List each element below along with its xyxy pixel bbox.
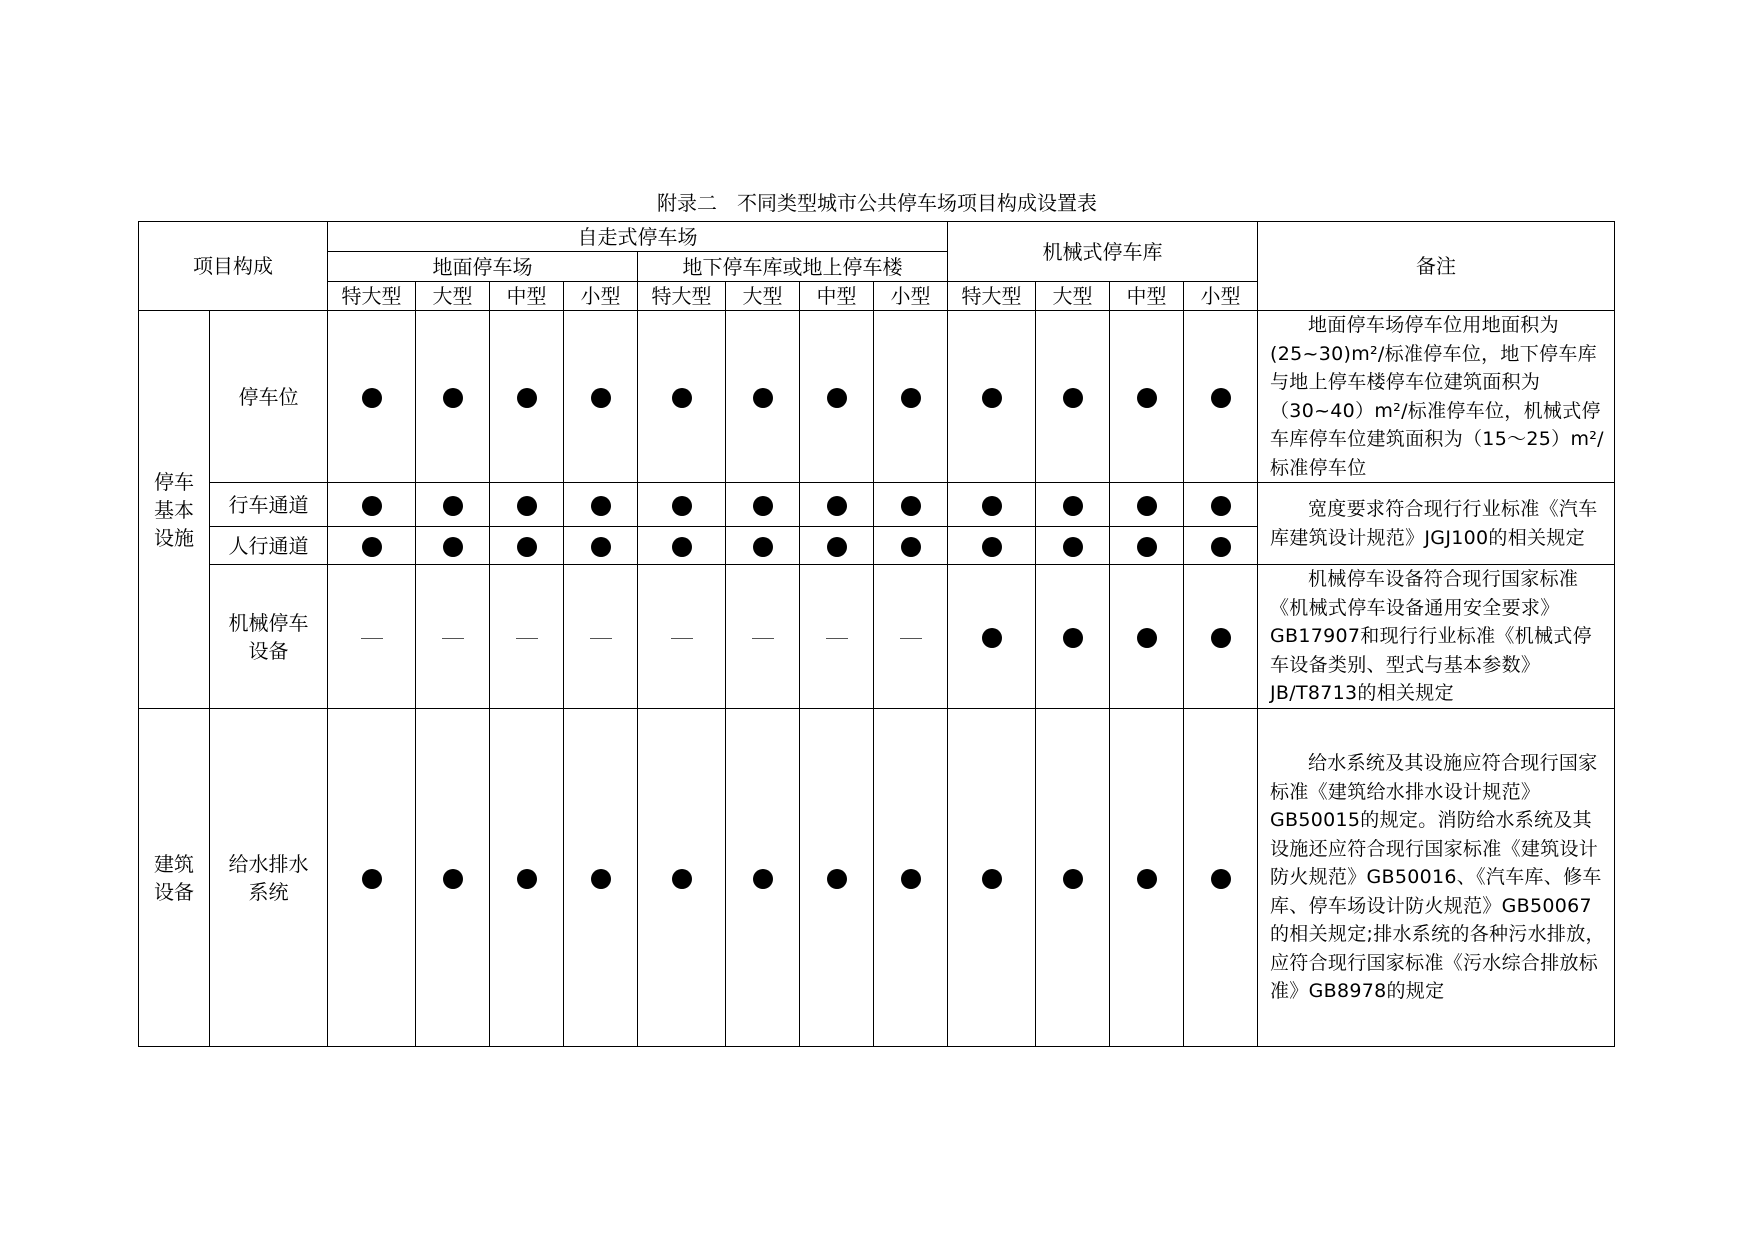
mark-cell (638, 311, 726, 483)
required-dot-icon (1063, 628, 1083, 648)
required-dot-icon (1137, 496, 1157, 516)
mark-cell (564, 527, 638, 565)
mark-cell (948, 311, 1036, 483)
required-dot-icon (672, 537, 692, 557)
mark-cell (416, 483, 490, 527)
mark-cell (564, 483, 638, 527)
remark-text: 给水系统及其设施应符合现行国家标准《建筑给水排水设计规范》GB50015的规定。消防给水系统及其设施还应符合现行国家标准《建筑设计防火规范》GB50016、《汽车库、修车库、停车场设计防火规范》GB50067的相关规定;排水系统的各种污水排放，应符合现行国家标准《污水综合排放标准》GB8978的规定 (1270, 752, 1605, 1003)
mark-cell (948, 709, 1036, 1047)
required-dot-icon (591, 388, 611, 408)
required-dot-icon (753, 537, 773, 557)
mark-cell (726, 483, 800, 527)
required-dot-icon (1137, 869, 1157, 889)
mark-cell (1036, 311, 1110, 483)
required-dot-icon (672, 869, 692, 889)
mark-cell (564, 709, 638, 1047)
required-dot-icon (1063, 496, 1083, 516)
mark-cell (564, 311, 638, 483)
mark-cell (1184, 483, 1258, 527)
required-dot-icon (1063, 537, 1083, 557)
mark-cell (948, 483, 1036, 527)
required-dot-icon (362, 496, 382, 516)
item-cell: 给水排水 系统 (210, 709, 328, 1047)
required-dot-icon (517, 388, 537, 408)
mark-cell (726, 565, 800, 709)
mark-cell (1036, 527, 1110, 565)
mark-cell (1184, 527, 1258, 565)
mark-cell (726, 527, 800, 565)
mark-cell (874, 311, 948, 483)
mark-cell (1110, 709, 1184, 1047)
mark-cell (726, 311, 800, 483)
not-applicable-dash-icon (361, 638, 383, 639)
mark-cell (874, 565, 948, 709)
mark-cell (1184, 709, 1258, 1047)
remark-cell (1258, 483, 1615, 565)
required-dot-icon (827, 388, 847, 408)
mark-cell (328, 483, 416, 527)
required-dot-icon (362, 537, 382, 557)
mark-cell (416, 565, 490, 709)
required-dot-icon (982, 869, 1002, 889)
mark-cell (1036, 565, 1110, 709)
required-dot-icon (591, 537, 611, 557)
remark-cell (1258, 709, 1615, 1047)
required-dot-icon (443, 388, 463, 408)
mark-cell (638, 527, 726, 565)
not-applicable-dash-icon (752, 638, 774, 639)
required-dot-icon (362, 869, 382, 889)
mark-cell (328, 527, 416, 565)
size-header: 中型 (490, 282, 564, 311)
remark-text: 宽度要求符合现行行业标准《汽车库建筑设计规范》JGJ100的相关规定 (1270, 498, 1598, 549)
required-dot-icon (827, 496, 847, 516)
mark-cell (328, 311, 416, 483)
mark-cell (490, 311, 564, 483)
not-applicable-dash-icon (900, 638, 922, 639)
size-header: 中型 (800, 282, 874, 311)
table-row (139, 311, 1615, 483)
size-header: 小型 (874, 282, 948, 311)
mark-cell (948, 565, 1036, 709)
mark-cell (328, 565, 416, 709)
not-applicable-dash-icon (516, 638, 538, 639)
required-dot-icon (753, 388, 773, 408)
mark-cell (800, 527, 874, 565)
mark-cell (800, 483, 874, 527)
required-dot-icon (1211, 388, 1231, 408)
required-dot-icon (1211, 496, 1231, 516)
mark-cell (874, 483, 948, 527)
mark-cell (1110, 311, 1184, 483)
size-header: 特大型 (948, 282, 1036, 311)
mark-cell (800, 709, 874, 1047)
required-dot-icon (1211, 869, 1231, 889)
required-dot-icon (901, 869, 921, 889)
header-self-driving: 自走式停车场 (328, 222, 948, 252)
category-cell: 停车 基本 设施 (139, 311, 210, 709)
required-dot-icon (1063, 388, 1083, 408)
mark-cell (638, 709, 726, 1047)
size-header: 大型 (1036, 282, 1110, 311)
table-row (139, 483, 1615, 527)
mark-cell (800, 565, 874, 709)
required-dot-icon (1137, 628, 1157, 648)
remark-text: 机械停车设备符合现行国家标准《机械式停车设备通用安全要求》GB17907和现行行业标准《机械式停车设备类别、型式与基本参数》JB/T8713的相关规定 (1270, 568, 1592, 705)
required-dot-icon (517, 496, 537, 516)
required-dot-icon (753, 496, 773, 516)
mark-cell (726, 709, 800, 1047)
remark-cell (1258, 311, 1615, 483)
remark-text: 地面停车场停车位用地面积为(25~30)m²/标准停车位，地下停车库与地上停车楼停车位建筑面积为（30~40）m²/标准停车位，机械式停车库停车位建筑面积为（15～25）m²/标准停车位 (1270, 314, 1604, 479)
required-dot-icon (591, 496, 611, 516)
required-dot-icon (982, 388, 1002, 408)
mark-cell (490, 527, 564, 565)
required-dot-icon (982, 628, 1002, 648)
required-dot-icon (443, 869, 463, 889)
not-applicable-dash-icon (442, 638, 464, 639)
required-dot-icon (901, 537, 921, 557)
required-dot-icon (517, 869, 537, 889)
size-header: 特大型 (638, 282, 726, 311)
size-header: 大型 (726, 282, 800, 311)
required-dot-icon (591, 869, 611, 889)
not-applicable-dash-icon (826, 638, 848, 639)
page-title: 附录二 不同类型城市公共停车场项目构成设置表 (657, 191, 1097, 215)
header-mechanical: 机械式停车库 (948, 222, 1258, 282)
mark-cell (1110, 483, 1184, 527)
required-dot-icon (982, 496, 1002, 516)
mark-cell (564, 565, 638, 709)
required-dot-icon (1211, 537, 1231, 557)
size-header: 中型 (1110, 282, 1184, 311)
mark-cell (328, 709, 416, 1047)
required-dot-icon (1137, 537, 1157, 557)
mark-cell (416, 527, 490, 565)
mark-cell (1110, 565, 1184, 709)
required-dot-icon (1211, 628, 1231, 648)
required-dot-icon (443, 537, 463, 557)
remark-cell (1258, 565, 1615, 709)
table-row (139, 565, 1615, 709)
required-dot-icon (362, 388, 382, 408)
header-remarks: 备注 (1258, 222, 1615, 311)
required-dot-icon (753, 869, 773, 889)
not-applicable-dash-icon (590, 638, 612, 639)
mark-cell (800, 311, 874, 483)
mark-cell (1036, 709, 1110, 1047)
mark-cell (948, 527, 1036, 565)
not-applicable-dash-icon (671, 638, 693, 639)
mark-cell (490, 483, 564, 527)
required-dot-icon (827, 869, 847, 889)
item-cell: 人行通道 (210, 527, 328, 565)
size-header: 小型 (1184, 282, 1258, 311)
mark-cell (874, 709, 948, 1047)
item-cell: 机械停车 设备 (210, 565, 328, 709)
mark-cell (416, 311, 490, 483)
mark-cell (874, 527, 948, 565)
mark-cell (1036, 483, 1110, 527)
required-dot-icon (517, 537, 537, 557)
item-cell: 停车位 (210, 311, 328, 483)
required-dot-icon (1137, 388, 1157, 408)
item-cell: 行车通道 (210, 483, 328, 527)
required-dot-icon (827, 537, 847, 557)
required-dot-icon (901, 496, 921, 516)
header-surface: 地面停车场 (328, 252, 638, 282)
required-dot-icon (982, 537, 1002, 557)
required-dot-icon (672, 388, 692, 408)
size-header: 大型 (416, 282, 490, 311)
category-cell: 建筑 设备 (139, 709, 210, 1047)
mark-cell (490, 709, 564, 1047)
mark-cell (1110, 527, 1184, 565)
header-underground: 地下停车库或地上停车楼 (638, 252, 948, 282)
mark-cell (638, 483, 726, 527)
size-header: 特大型 (328, 282, 416, 311)
mark-cell (490, 565, 564, 709)
table-row (139, 709, 1615, 1047)
required-dot-icon (901, 388, 921, 408)
required-dot-icon (1063, 869, 1083, 889)
required-dot-icon (443, 496, 463, 516)
mark-cell (1184, 311, 1258, 483)
mark-cell (1184, 565, 1258, 709)
mark-cell (416, 709, 490, 1047)
required-dot-icon (672, 496, 692, 516)
project-composition-table (138, 221, 1615, 1047)
mark-cell (638, 565, 726, 709)
header-item-composition: 项目构成 (139, 222, 328, 311)
size-header: 小型 (564, 282, 638, 311)
